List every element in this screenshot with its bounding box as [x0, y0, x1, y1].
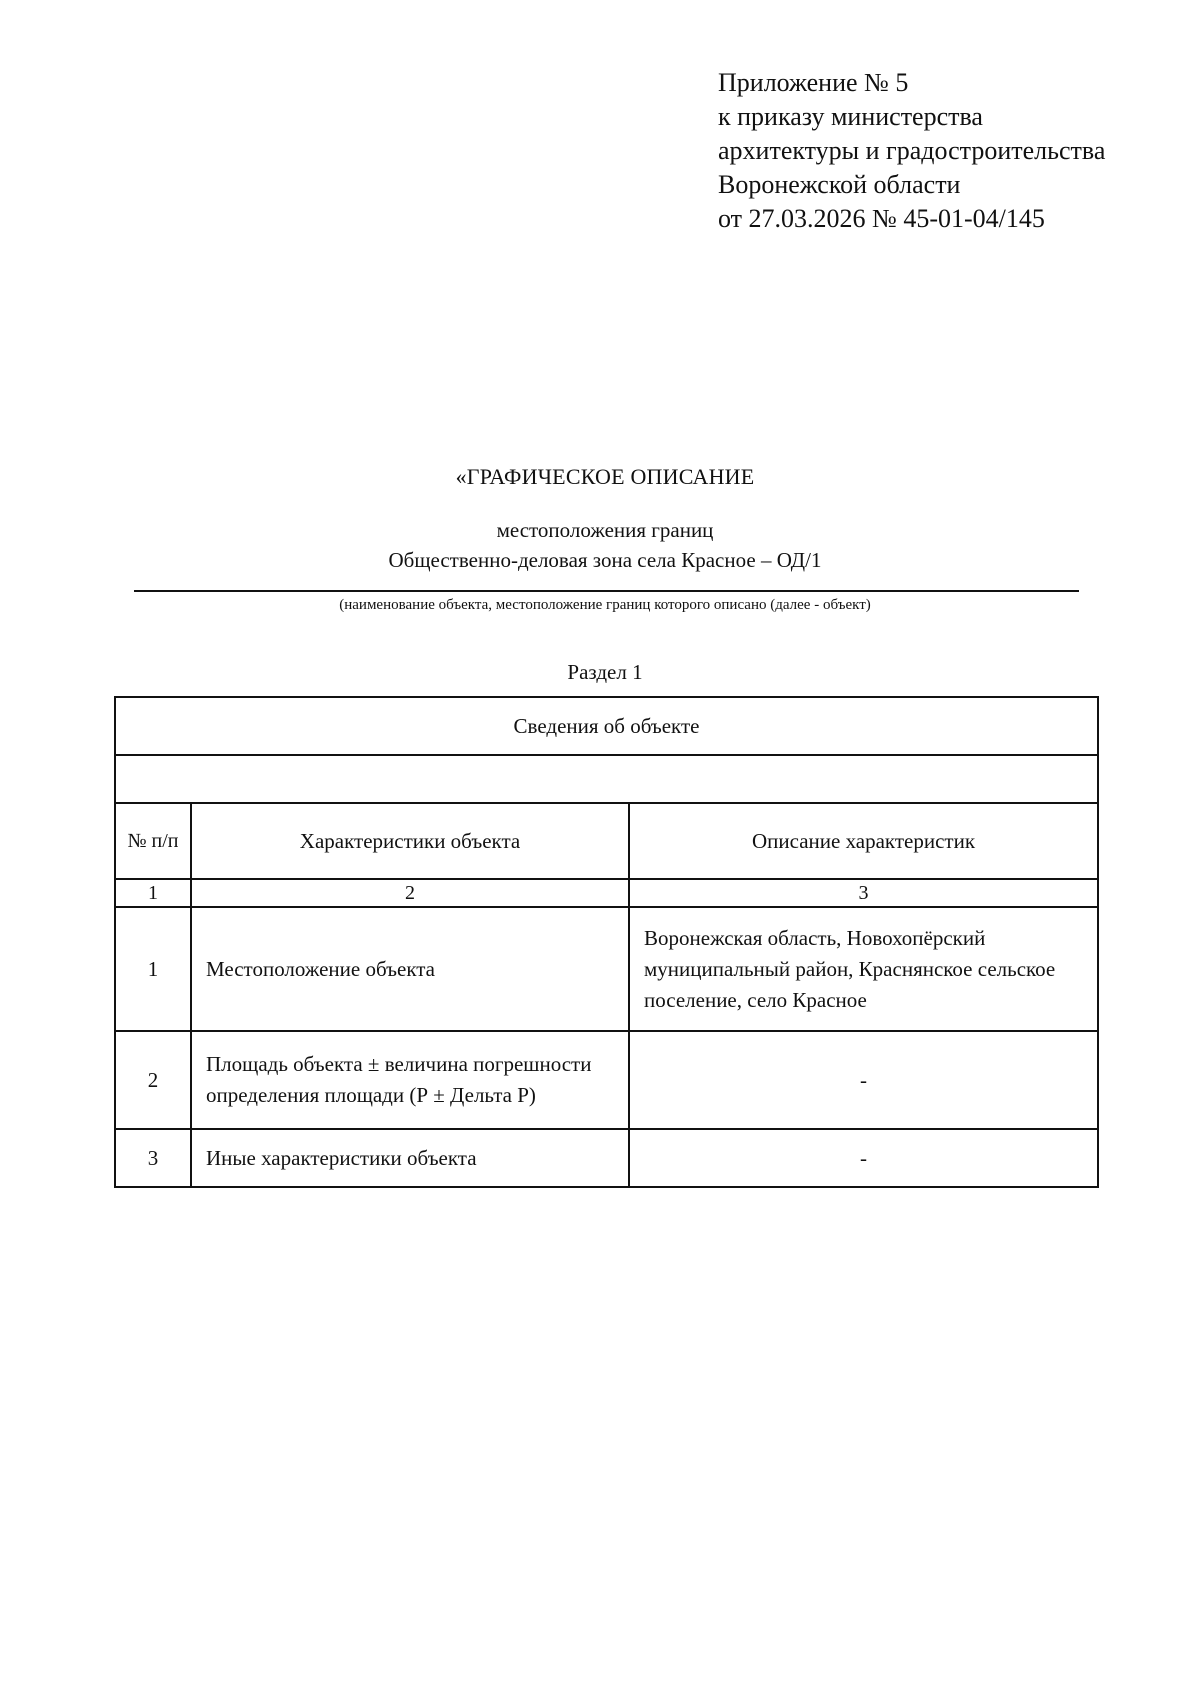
header-description: Описание характеристик: [629, 803, 1098, 879]
column-index: 1: [115, 879, 191, 907]
object-name-underline: [134, 590, 1079, 592]
row-description: -: [629, 1031, 1098, 1129]
row-description: -: [629, 1129, 1098, 1187]
object-name-caption: (наименование объекта, местоположение границ которого описано (далее - объект): [339, 597, 871, 613]
appendix-line: к приказу министерства: [718, 102, 983, 131]
object-info-table: [114, 696, 1099, 1188]
row-characteristic: Местоположение объекта: [191, 907, 629, 1031]
table-header-row: [115, 803, 1098, 879]
table-empty-row: [115, 755, 1098, 803]
appendix-line: Воронежской области: [718, 170, 961, 199]
table-row: [115, 1129, 1098, 1187]
row-characteristic: Площадь объекта ± величина погрешности определения площади (Р ± Дельта Р): [191, 1031, 629, 1129]
section-title: Раздел 1: [567, 660, 643, 684]
table-caption-row: [115, 697, 1098, 755]
header-num: № п/п: [115, 803, 191, 879]
row-characteristic: Иные характеристики объекта: [191, 1129, 629, 1187]
table-index-row: [115, 879, 1098, 907]
appendix-line: от 27.03.2026 № 45-01-04/145: [718, 204, 1045, 233]
table-row: [115, 1031, 1098, 1129]
row-num: 3: [115, 1129, 191, 1187]
table-empty-cell: [115, 755, 1098, 803]
document-subtitle: местоположения границ: [496, 518, 714, 542]
object-name: Общественно-деловая зона села Красное – ОД/1: [388, 548, 822, 572]
appendix-line: архитектуры и градостроительства: [718, 136, 1106, 165]
header-characteristic: Характеристики объекта: [191, 803, 629, 879]
appendix-block: [718, 66, 1105, 236]
table-row: [115, 907, 1098, 1031]
column-index: 3: [629, 879, 1098, 907]
document-title: «ГРАФИЧЕСКОЕ ОПИСАНИЕ: [455, 464, 755, 489]
row-num: 2: [115, 1031, 191, 1129]
column-index: 2: [191, 879, 629, 907]
table-caption: Сведения об объекте: [115, 697, 1098, 755]
row-description: Воронежская область, Новохопёрский муниципальный район, Краснянское сельское поселение, село Красное: [629, 907, 1098, 1031]
appendix-line: Приложение № 5: [718, 68, 909, 97]
row-num: 1: [115, 907, 191, 1031]
